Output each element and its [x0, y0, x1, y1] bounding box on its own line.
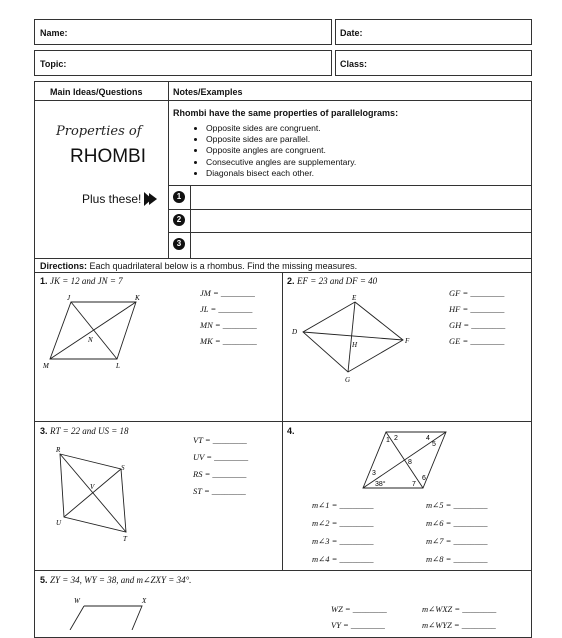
vertex-r: R: [56, 446, 61, 454]
angle-label-7: 7: [412, 481, 416, 488]
topic-box[interactable]: [34, 50, 332, 76]
big-title: RHOMBI: [70, 146, 146, 167]
vertex-g: G: [345, 376, 351, 384]
vertex-h: H: [352, 341, 358, 349]
vertex-w: W: [74, 597, 80, 605]
vertex-e: E: [352, 294, 357, 302]
vertex-t: T: [123, 535, 127, 543]
p4-answer-2[interactable]: m∠2 = ________: [312, 518, 374, 528]
arrow-right-icon: [143, 191, 159, 207]
col1-header: Main Ideas/Questions: [50, 87, 143, 97]
rhombus-rstu-figure: [50, 442, 140, 547]
p4-answer-5[interactable]: m∠5 = ________: [426, 500, 488, 510]
p3-answer-uv[interactable]: UV = ________: [193, 452, 249, 462]
problem-5-given: 5. ZY = 34, WY = 38, and m∠ZXY = 34°.: [40, 575, 192, 585]
angle-label-5: 5: [432, 441, 436, 448]
p4-answer-6[interactable]: m∠6 = ________: [426, 518, 488, 528]
name-label: Name:: [40, 28, 68, 38]
vertex-v: V: [90, 483, 95, 491]
property-item: • Consecutive angles are supplementary.: [206, 157, 356, 168]
p2-answer-gf[interactable]: GF = ________: [449, 288, 505, 298]
property-item: • Opposite sides are parallel.: [206, 134, 356, 145]
p4-answer-4[interactable]: m∠4 = ________: [312, 554, 374, 564]
extra-number-3: 3: [173, 238, 185, 250]
problem-3-given: 3. RT = 22 and US = 18: [40, 426, 129, 436]
plus-label: Plus these!: [82, 192, 142, 206]
p4-answer-1[interactable]: m∠1 = ________: [312, 500, 374, 510]
name-box[interactable]: [34, 19, 332, 45]
properties-list: [188, 123, 356, 179]
property-item: • Opposite angles are congruent.: [206, 145, 356, 156]
notes-heading: Rhombi have the same properties of parallelograms:: [173, 108, 399, 118]
extra-number-1: 1: [173, 191, 185, 203]
directions: Directions: Each quadrilateral below is a rhombus. Find the missing measures.: [40, 261, 358, 271]
p4-answer-3[interactable]: m∠3 = ________: [312, 536, 374, 546]
vertex-s: S: [121, 464, 125, 472]
p2-answer-hf[interactable]: HF = ________: [449, 304, 505, 314]
vertex-f: F: [405, 337, 410, 345]
vertex-m: M: [43, 362, 49, 370]
col2-header: Notes/Examples: [173, 87, 243, 97]
script-title: Properties of: [56, 124, 142, 139]
extra-field-2[interactable]: [191, 210, 531, 231]
rhombus-angles-figure: [360, 426, 452, 494]
p3-answer-rs[interactable]: RS = ________: [193, 469, 247, 479]
date-box[interactable]: [335, 19, 532, 45]
problem-1-given: 1. JK = 12 and JN = 7: [40, 276, 123, 286]
angle-label-3: 3: [372, 470, 376, 477]
property-item: • Opposite sides are congruent.: [206, 123, 356, 134]
rhombus-wxyz-figure: [62, 590, 162, 630]
p1-answer-jl[interactable]: JL = ________: [200, 304, 253, 314]
vertex-l: L: [116, 362, 120, 370]
problem-4-number: 4.: [287, 426, 295, 436]
p4-answer-8[interactable]: m∠8 = ________: [426, 554, 488, 564]
date-label: Date:: [340, 28, 363, 38]
vertex-n: N: [88, 336, 93, 344]
p5-answer-vy[interactable]: VY = ________: [331, 620, 385, 630]
extra-number-2: 2: [173, 214, 185, 226]
angle-label-6: 6: [422, 475, 426, 482]
vertex-j: J: [67, 294, 71, 302]
p3-answer-vt[interactable]: VT = ________: [193, 435, 247, 445]
p1-answer-mn[interactable]: MN = ________: [200, 320, 257, 330]
rhombus-jklm-figure: [38, 292, 158, 372]
p5-answer-wz[interactable]: WZ = ________: [331, 604, 387, 614]
property-item: • Diagonals bisect each other.: [206, 168, 356, 179]
vertex-d: D: [292, 328, 298, 336]
p2-answer-gh[interactable]: GH = ________: [449, 320, 506, 330]
angle-given: 38°: [375, 481, 386, 488]
angle-label-1: 1: [386, 437, 390, 444]
extra-field-3[interactable]: [191, 233, 531, 257]
p3-answer-st[interactable]: ST = ________: [193, 486, 246, 496]
p2-answer-ge[interactable]: GE = ________: [449, 336, 505, 346]
p5-answer-wyz[interactable]: m∠WYZ = ________: [422, 620, 496, 630]
p1-answer-jm[interactable]: JM = ________: [200, 288, 255, 298]
problem-2-given: 2. EF = 23 and DF = 40: [287, 276, 378, 286]
table-header-rule: [34, 100, 532, 101]
topic-label: Topic:: [40, 59, 67, 69]
p5-answer-wxz[interactable]: m∠WXZ = ________: [422, 604, 497, 614]
angle-label-2: 2: [394, 435, 398, 442]
p1-answer-mk[interactable]: MK = ________: [200, 336, 257, 346]
rhombus-defg-figure: [288, 292, 418, 387]
vertex-x: X: [142, 597, 147, 605]
angle-label-8: 8: [408, 459, 412, 466]
class-label: Class:: [340, 59, 368, 69]
p4-answer-7[interactable]: m∠7 = ________: [426, 536, 488, 546]
extra-field-1[interactable]: [191, 186, 531, 208]
vertex-k: K: [135, 294, 140, 302]
angle-label-4: 4: [426, 435, 430, 442]
vertex-u: U: [56, 519, 62, 527]
